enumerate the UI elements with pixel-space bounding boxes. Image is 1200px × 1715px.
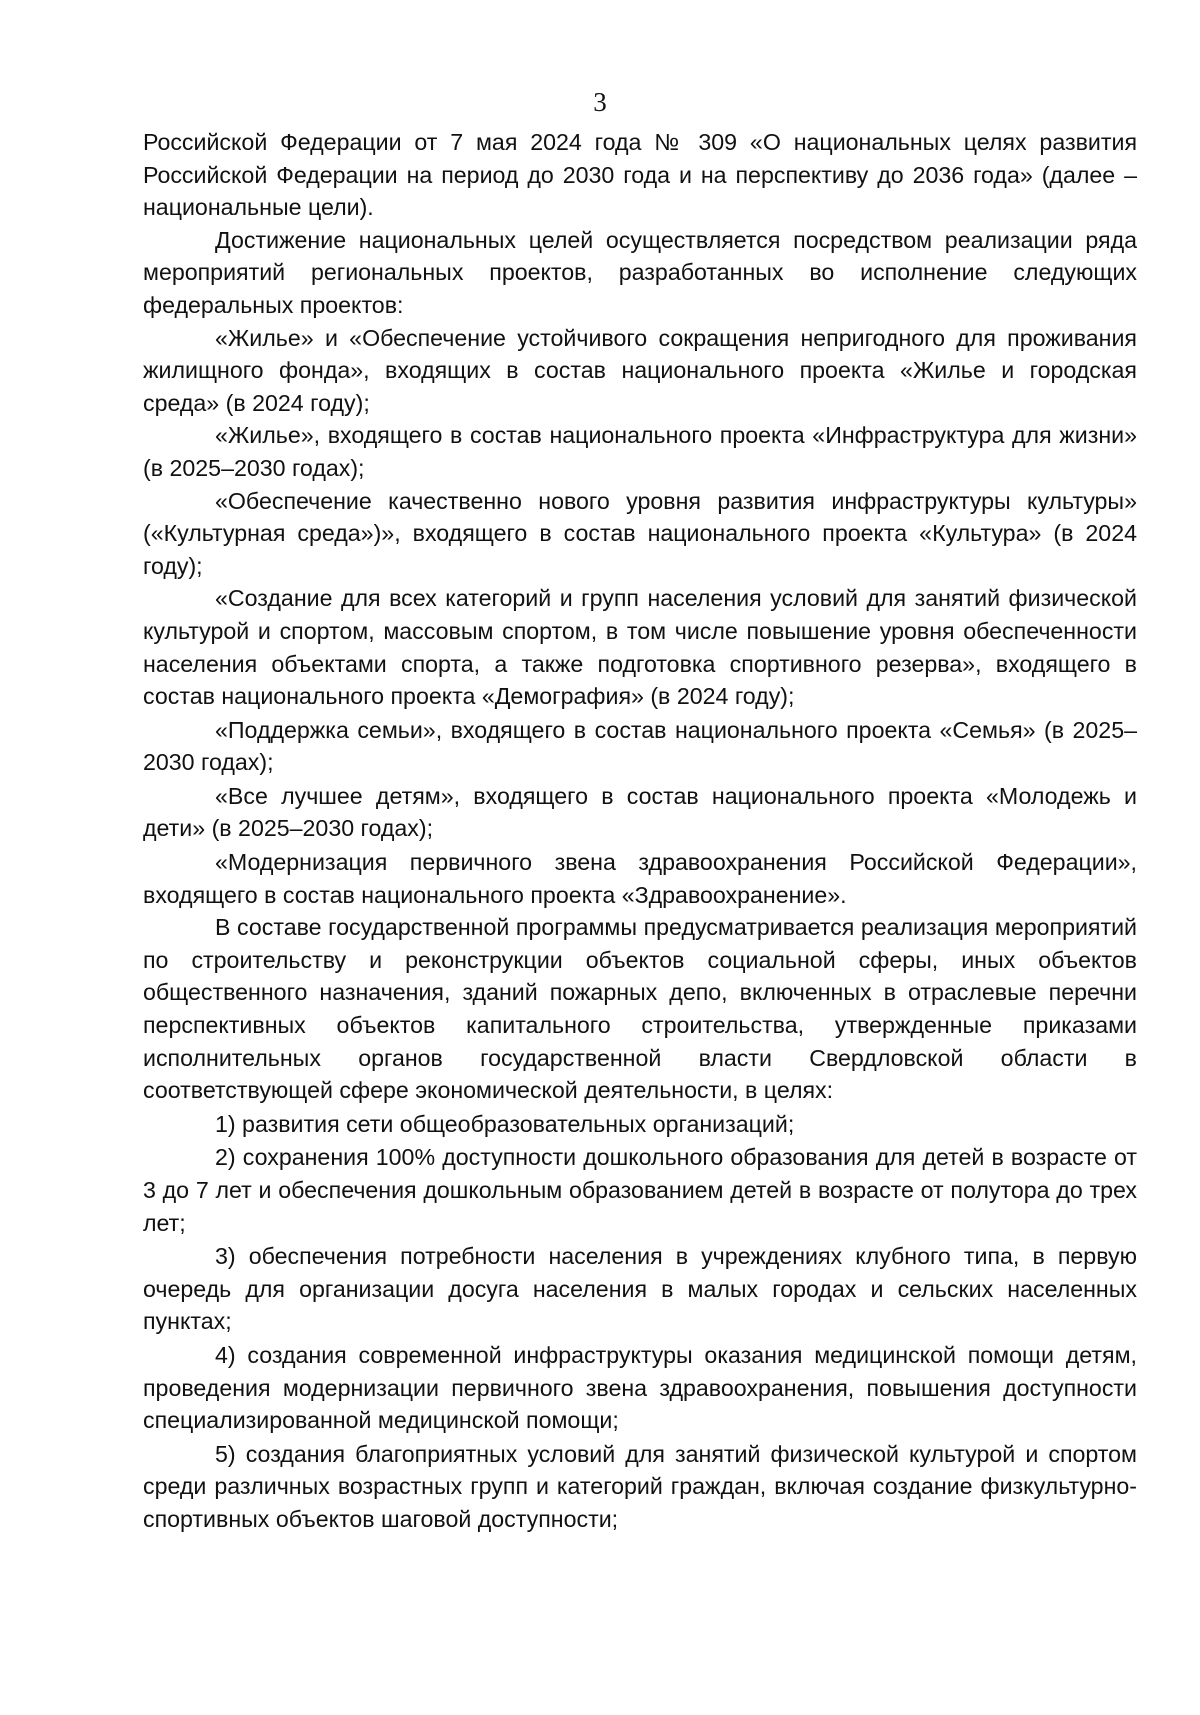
paragraph-project-healthcare: «Модернизация первичного звена здравоохранения Российской Федерации», входящего в состав национального проекта «Здравоохранение». bbox=[143, 849, 1137, 908]
paragraph-project-children: «Все лучшее детям», входящего в состав национального проекта «Молодежь и дети» (в 2025–2030 годах); bbox=[143, 782, 1137, 842]
paragraph-program-measures: В составе государственной программы предусматривается реализация мероприятий по строительству и реконструкции объектов социальной сферы, иных объектов общественного назначения, зданий пожарных депо, включенных в отраслевые перечни перспективных объектов капитального строительства, утвержденные приказами исполнительных органов государственной власти Свердловской области в соответствующей сфере экономической деятельности, в целях: bbox=[143, 914, 1137, 1104]
list-item-4: 4) создания современной инфраструктуры оказания медицинской помощи детям, проведения модернизации первичного звена здравоохранения, повышения доступности специализированной медицинской помощи; bbox=[143, 1341, 1137, 1434]
list-item-3: 3) обеспечения потребности населения в учреждениях клубного типа, в первую очередь для организации досуга населения в малых городах и сельских населенных пунктах; bbox=[143, 1243, 1137, 1335]
paragraph-project-culture: «Обеспечение качественно нового уровня развития инфраструктуры культуры» («Культурная среда»)», входящего в состав национального проекта «Культура» (в 2024 году); bbox=[143, 487, 1137, 579]
paragraph-project-family: «Поддержка семьи», входящего в состав национального проекта «Семья» (в 2025–2030 годах); bbox=[143, 716, 1137, 776]
paragraph-continuation: Российской Федерации от 7 мая 2024 года № 309 «О национальных целях развития Российской Федерации на период до 2030 года и на перспективу до 2036 года» (далее – национальные цели). bbox=[143, 129, 1137, 221]
page-number: 3 bbox=[593, 87, 607, 117]
paragraph-project-housing-2025: «Жилье», входящего в состав национального проекта «Инфраструктура для жизни» (в 2025–2030 годах); bbox=[143, 422, 1137, 481]
paragraph-project-housing-2024: «Жилье» и «Обеспечение устойчивого сокращения непригодного для проживания жилищного фонда», входящих в состав национального проекта «Жилье и городская среда» (в 2024 году); bbox=[143, 324, 1137, 416]
list-item-5: 5) создания благоприятных условий для занятий физической культурой и спортом среди различных возрастных групп и категорий граждан, включая создание физкультурно-спортивных объектов шаговой доступности; bbox=[143, 1440, 1137, 1532]
document-body bbox=[143, 126, 1137, 1536]
paragraph-project-sport: «Создание для всех категорий и групп населения условий для занятий физической культурой и спортом, массовым спортом, в том числе повышение уровня обеспеченности населения объектами спорта, а также подготовка спортивного резерва», входящего в состав национального проекта «Демография» (в 2024 году); bbox=[143, 585, 1137, 710]
list-item-1: 1) развития сети общеобразовательных организаций; bbox=[215, 1110, 795, 1137]
paragraph-national-goals: Достижение национальных целей осуществляется посредством реализации ряда мероприятий региональных проектов, разработанных во исполнение следующих федеральных проектов: bbox=[143, 226, 1137, 318]
list-item-2: 2) сохранения 100% доступности дошкольного образования для детей в возрасте от 3 до 7 лет и обеспечения дошкольным образованием детей в возрасте от полутора до трех лет; bbox=[143, 1144, 1137, 1236]
